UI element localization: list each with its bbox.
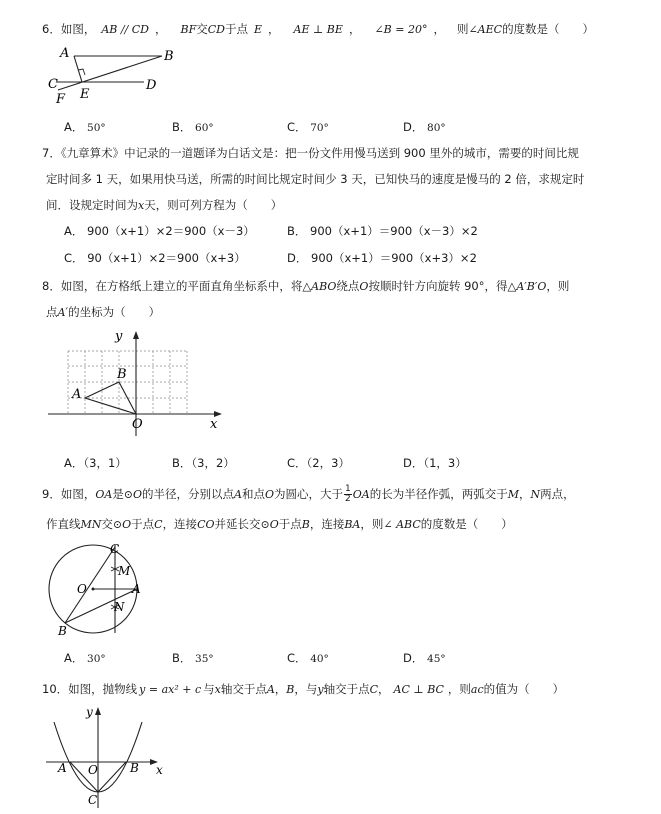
q8-line-1a: 8．如图，在方格纸上建立的平面直角坐标系中，将△ [42,279,312,293]
q9-var-circle-o: ⊙O [123,488,143,501]
q7-line-2: 定时间多 1 天，如果用快马送，所需的时间比规定时间少 3 天，已知快马的速度是慢马的 2 倍，求规定时 [46,172,585,186]
q6-label-f: F [56,92,66,106]
q9-var-oa-2: OA [352,488,370,501]
q9-line-2a: 作直线 [46,517,81,531]
q9-label-m: M [118,564,131,578]
q9-var-m: M [507,488,519,501]
q9-line-2i: 的度数是（ ） [420,517,513,531]
q9-line-1f: 的长为半径作弧，两弧交于 [369,487,508,501]
q8-line-1d: ，则 [546,279,570,293]
q6-label-c: C [48,77,58,92]
q9-option-a-value: 30° [87,653,106,665]
q8-line-1c: 按顺时针方向旋转 90°，得△ [368,279,517,293]
q7-line-1: 7．《九章算术》中记录的一道题译为白话文是：把一份文件用慢马送到 900 里外的城市，需要的时间比规 [42,146,579,160]
q6-comma-3: ， [348,22,361,36]
q8-figure [42,328,232,438]
q7-option-c-value: 90（x+1）×2＝900（x+3） [87,251,246,265]
q8-label-o: O [132,417,143,432]
q9-var-c: C [154,518,163,531]
q9-label-b: B [58,624,67,638]
q6-option-c-value: 70° [310,122,329,134]
q9-line-2c: 于点 [131,517,155,531]
q9-option-b-letter: B． [172,651,192,665]
q9-var-oa: OA [95,488,113,501]
q8-option-b-value: （3，2） [191,456,235,470]
q8-label-y: y [115,329,123,344]
q9-var-n: N [530,488,541,501]
q9-line-1c: 的半径，分别以点 [142,487,235,501]
q6-cd: CD [207,23,225,36]
q9-frac-num: 1 [345,484,351,494]
q9-line-1b: 是 [112,487,124,501]
q6-option-d-letter: D． [403,120,424,134]
q6-number: 6． [42,22,61,36]
q9-option-c-letter: C． [287,651,307,665]
q9-fraction-half [344,485,352,504]
q8-label-a: A [72,387,82,402]
q9-line-2h: ，则 [360,517,384,531]
q7-option-b-value: 900（x+1）＝900（x－3）×2 [310,224,478,238]
q6-figure [44,42,184,106]
q6-text-yudian: 于点 [224,22,248,36]
q6-ab-parallel-cd: AB // CD [101,23,149,36]
q9-option-a-letter: A． [64,651,84,665]
q9-line-1 [42,485,575,504]
q6-label-d: D [146,78,157,93]
q8-line-2b: ′的坐标为（ ） [65,305,161,319]
q6-option-c[interactable] [287,119,329,135]
q7-option-d-value: 900（x+1）＝900（x+3）×2 [311,251,477,265]
q8-line-1 [42,277,569,296]
q10-label-b: B [130,761,139,775]
q6-bf: BF [180,23,197,36]
q9-line-2 [46,515,513,534]
q10-var-b: B [286,683,295,696]
q6-point-e: E [253,23,262,36]
q9-var-o: O [265,488,275,501]
q8-option-d-letter: D． [403,456,424,470]
q10-text-e: ，与 [294,682,318,696]
q10-text-g: ， [378,682,390,696]
q8-line-2a: 点 [46,305,58,319]
q9-line-2e: 并延长交 [214,517,261,531]
q7-option-a[interactable] [64,223,255,239]
q8-var-abo: ABO [311,280,337,293]
q7-line-3 [46,196,282,215]
q9-var-mn: MN [80,518,102,531]
q8-line-2 [46,303,160,322]
q6-stem [42,20,594,39]
q9-option-d-value: 45° [427,653,446,665]
q7-option-a-letter: A． [64,224,84,238]
q10-ac-perp-bc: AC ⊥ BC [393,683,444,696]
q6-option-b[interactable] [172,119,214,135]
q6-comma-4: ， [433,22,445,36]
q7-option-c-letter: C． [64,251,84,265]
q9-line-1a: 9．如图， [42,487,96,501]
q6-option-d-value: 80° [427,122,446,134]
q10-var-ac: ac [470,683,484,696]
q10-label-a: A [58,761,67,775]
q8-option-b-letter: B． [172,456,192,470]
q10-label-x: x [156,763,163,777]
q9-var-ba: BA [344,518,361,531]
q9-option-b-value: 35° [195,653,214,665]
q9-line-2g: ，连接 [309,517,345,531]
q6-question-tail: 的度数是（ ） [502,22,595,36]
q6-text-pre: 如图， [60,22,96,36]
q9-var-circle-o-3: ⊙O [260,518,279,531]
q9-option-c[interactable] [287,650,329,666]
q10-stem [42,680,564,699]
q6-label-b: B [164,49,174,64]
q6-option-c-letter: C． [287,120,307,134]
q8-option-b[interactable] [172,455,235,471]
q8-line-1b: 绕点 [336,279,360,293]
q9-figure [40,541,150,641]
q8-var-a: A [57,306,66,319]
q8-option-a-value: （3，1） [83,456,127,470]
q10-var-y: y [317,683,324,696]
q10-var-c: C [369,683,379,696]
q8-option-a[interactable] [64,455,127,471]
q10-var-x: x [214,683,221,696]
q10-text-i: 的值为（ ） [483,682,565,696]
q8-option-d[interactable] [403,455,467,471]
q7-line-3b: 天，则可列方程为（ ） [144,198,283,212]
q10-var-a: A [266,683,275,696]
q6-angle-aec: ∠AEC [468,23,503,36]
q10-text-f: 轴交于点 [323,682,370,696]
q8-option-a-letter: A． [64,456,84,470]
q9-option-c-value: 40° [310,653,329,665]
q10-text-b: 与 [203,682,215,696]
q9-label-o: O [77,582,87,596]
q7-option-a-value: 900（x+1）×2＝900（x－3） [87,224,255,238]
q6-option-d[interactable] [403,119,446,135]
q6-ae-perp-be: AE ⊥ BE [293,23,343,36]
q9-var-co: CO [197,518,215,531]
q10-text-h: ，则 [447,682,471,696]
q6-option-a-value: 50° [87,122,106,134]
q8-var-o: O [359,280,369,293]
q6-label-a: A [60,46,70,61]
q10-label-y: y [86,705,93,719]
q10-label-o: O [88,763,98,777]
q7-option-b[interactable] [287,223,478,239]
q6-text-jiao: 交 [196,22,208,36]
q7-line-3a: 间．设规定时间为 [46,198,138,212]
q10-formula: y = ax² + c [139,683,202,696]
q10-text-d: ， [274,682,287,696]
q9-line-1g: ， [519,487,531,501]
q9-label-a: A [132,582,141,596]
q9-label-c: C [110,542,120,556]
q9-line-2b: 交 [101,517,113,531]
q9-line-2f: 于点 [278,517,302,531]
q8-option-c[interactable] [287,455,350,471]
q7-option-d-letter: D． [287,251,308,265]
q9-label-n: N [114,600,125,614]
q6-option-a[interactable] [64,119,106,135]
q8-var-a-b-o-prime: A′B′O [516,280,547,293]
q10-label-c: C [88,793,98,807]
q9-var-a: A [234,488,242,501]
q9-frac-den: 2 [345,494,351,504]
q9-line-1d: 和点 [242,487,265,501]
q7-option-d[interactable] [287,250,477,266]
q8-option-c-letter: C． [287,456,307,470]
q9-option-d-letter: D． [403,651,424,665]
q6-angle-b: ∠B = 20° [374,23,428,36]
q6-text-ze: 则 [456,22,469,36]
q6-comma-1: ， [155,22,167,36]
q7-option-b-letter: B． [287,224,307,238]
q6-label-e: E [80,87,90,102]
q9-var-b: B [301,518,310,531]
q10-figure [42,704,172,810]
q9-option-b[interactable] [172,650,214,666]
q8-label-b: B [117,367,127,382]
q7-var-x: x [138,199,145,212]
q9-var-circle-o-2: ⊙O [112,518,132,531]
q9-line-1h: 两点， [540,487,575,501]
q10-text-c: 轴交于点 [220,682,267,696]
q6-comma-2: ， [268,22,280,36]
q8-label-x: x [210,417,218,432]
q10-text-a: 10．如图，抛物线 [42,682,138,696]
q9-option-d[interactable] [403,650,446,666]
q9-line-1e: 为圆心，大于 [274,487,344,501]
q6-option-b-value: 60° [195,122,214,134]
q6-option-b-letter: B． [172,120,192,134]
q7-option-c[interactable] [64,250,246,266]
q9-var-angle-abc: ∠ ABC [383,518,421,531]
q6-option-a-letter: A． [64,120,84,134]
q9-option-a[interactable] [64,650,106,666]
q9-line-2d: ，连接 [162,517,198,531]
q8-option-c-value: （2，3） [306,456,350,470]
q8-option-d-value: （1，3） [423,456,467,470]
